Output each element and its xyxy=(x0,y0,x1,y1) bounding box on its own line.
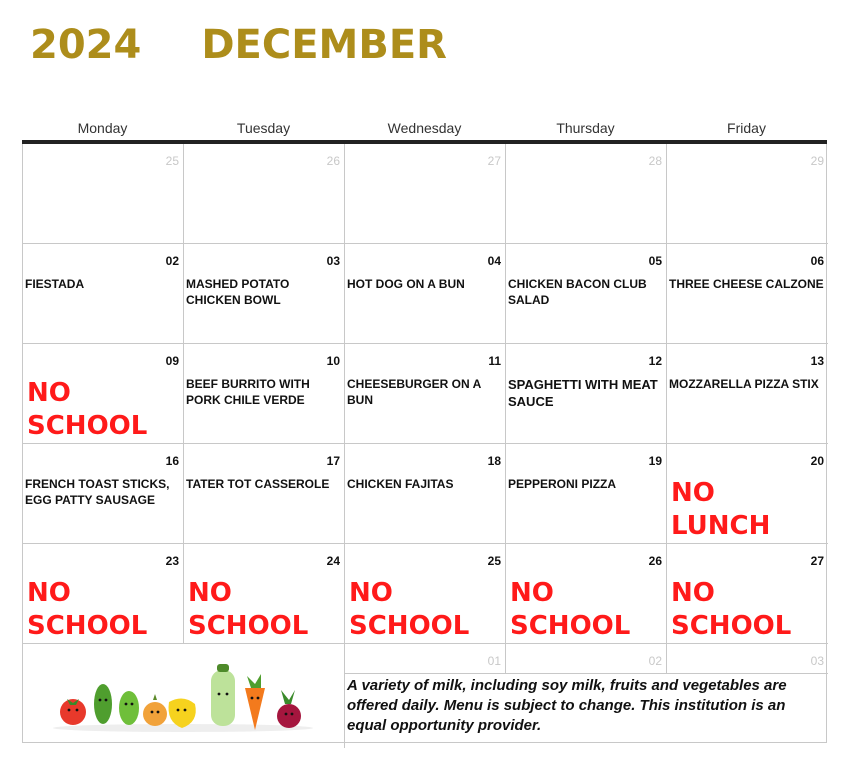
calendar-day-cell xyxy=(667,444,828,544)
menu-item: MOZZARELLA PIZZA STIX xyxy=(669,377,819,391)
calendar-day-cell xyxy=(667,144,828,244)
menu-item: TATER TOT CASSEROLE xyxy=(186,477,330,491)
day-number: 26 xyxy=(326,154,340,168)
closure-notice: NO LUNCH xyxy=(671,478,771,541)
calendar-day-cell xyxy=(23,344,184,444)
calendar-day-cell xyxy=(506,644,667,674)
day-number: 16 xyxy=(165,454,179,468)
calendar-day-cell xyxy=(345,444,506,544)
menu-item: PEPPERONI PIZZA xyxy=(508,477,617,491)
year-label: 2024 xyxy=(30,22,142,68)
calendar-day-cell xyxy=(667,244,828,344)
calendar-day-cell xyxy=(506,144,667,244)
day-number: 18 xyxy=(487,454,501,468)
closure-notice: NO SCHOOL xyxy=(188,578,309,641)
day-number: 23 xyxy=(165,554,179,568)
menu-item: FIESTADA xyxy=(25,277,85,291)
calendar-day-cell xyxy=(345,544,506,644)
calendar-day-cell xyxy=(506,544,667,644)
day-number: 17 xyxy=(326,454,340,468)
day-number: 27 xyxy=(810,554,824,568)
closure-notice: NO SCHOOL xyxy=(349,578,470,641)
menu-item: MASHED POTATO CHICKEN BOWL xyxy=(186,277,290,307)
closure-notice: NO SCHOOL xyxy=(27,378,148,441)
day-number: 04 xyxy=(487,254,501,268)
day-number: 26 xyxy=(648,554,662,568)
menu-item: CHICKEN BACON CLUB SALAD xyxy=(508,277,647,307)
menu-item: HOT DOG ON A BUN xyxy=(347,277,465,291)
vegetables-art-icon xyxy=(23,644,343,743)
dancing-vegetables-illustration xyxy=(23,644,345,748)
day-number: 13 xyxy=(810,354,824,368)
day-number: 25 xyxy=(165,154,179,168)
calendar-grid xyxy=(22,144,827,743)
calendar-day-cell xyxy=(506,244,667,344)
calendar-day-cell xyxy=(506,444,667,544)
weekday-label: Tuesday xyxy=(236,120,291,136)
calendar-day-cell xyxy=(184,244,345,344)
closure-notice: NO SCHOOL xyxy=(510,578,631,641)
day-number: 03 xyxy=(810,654,824,668)
day-number: 29 xyxy=(810,154,824,168)
closure-notice: NO SCHOOL xyxy=(27,578,148,641)
menu-item: BEEF BURRITO WITH PORK CHILE VERDE xyxy=(186,377,310,407)
closure-notice: NO SCHOOL xyxy=(671,578,792,641)
day-number: 06 xyxy=(810,254,824,268)
day-number: 25 xyxy=(487,554,501,568)
calendar-day-cell xyxy=(667,344,828,444)
calendar-day-cell xyxy=(184,144,345,244)
calendar-day-cell xyxy=(667,544,828,644)
menu-item: CHEESEBURGER ON A BUN xyxy=(347,377,481,407)
weekday-header xyxy=(22,120,827,136)
calendar-day-cell xyxy=(506,344,667,444)
day-number: 01 xyxy=(487,654,501,668)
calendar-day-cell xyxy=(345,244,506,344)
day-number: 11 xyxy=(488,354,501,368)
weekday-label: Friday xyxy=(727,120,766,136)
day-number: 12 xyxy=(648,354,662,368)
day-number: 09 xyxy=(165,354,179,368)
menu-item: FRENCH TOAST STICKS, EGG PATTY SAUSAGE xyxy=(25,477,170,507)
calendar-day-cell xyxy=(345,644,506,674)
menu-disclaimer-note: A variety of milk, including soy milk, fruits and vegetables are offered daily. Menu is subject to change. This institution is an equal opportunity provider. xyxy=(347,677,787,734)
calendar-day-cell xyxy=(23,144,184,244)
calendar-day-cell xyxy=(23,244,184,344)
menu-item: THREE CHEESE CALZONE xyxy=(669,277,824,291)
weekday-label: Thursday xyxy=(556,120,615,136)
day-number: 20 xyxy=(810,454,824,468)
weekday-label: Wednesday xyxy=(387,120,462,136)
day-number: 10 xyxy=(326,354,340,368)
weekday-label: Monday xyxy=(77,120,128,136)
day-number: 05 xyxy=(648,254,662,268)
calendar-day-cell xyxy=(345,344,506,444)
calendar-day-cell xyxy=(184,444,345,544)
calendar-day-cell xyxy=(23,444,184,544)
calendar-day-cell xyxy=(345,144,506,244)
day-number: 19 xyxy=(648,454,662,468)
menu-item: SPAGHETTI WITH MEAT SAUCE xyxy=(508,377,658,409)
calendar-last-row xyxy=(23,644,828,743)
calendar-day-cell xyxy=(667,644,828,674)
day-number: 24 xyxy=(326,554,340,568)
day-number: 03 xyxy=(326,254,340,268)
day-number: 28 xyxy=(648,154,662,168)
day-number: 27 xyxy=(487,154,501,168)
calendar-day-cell xyxy=(184,344,345,444)
calendar-day-cell xyxy=(23,544,184,644)
day-number: 02 xyxy=(165,254,179,268)
calendar-title xyxy=(30,22,447,68)
menu-item: CHICKEN FAJITAS xyxy=(347,477,454,491)
day-number: 02 xyxy=(648,654,662,668)
calendar-day-cell xyxy=(184,544,345,644)
month-label: DECEMBER xyxy=(201,22,447,68)
